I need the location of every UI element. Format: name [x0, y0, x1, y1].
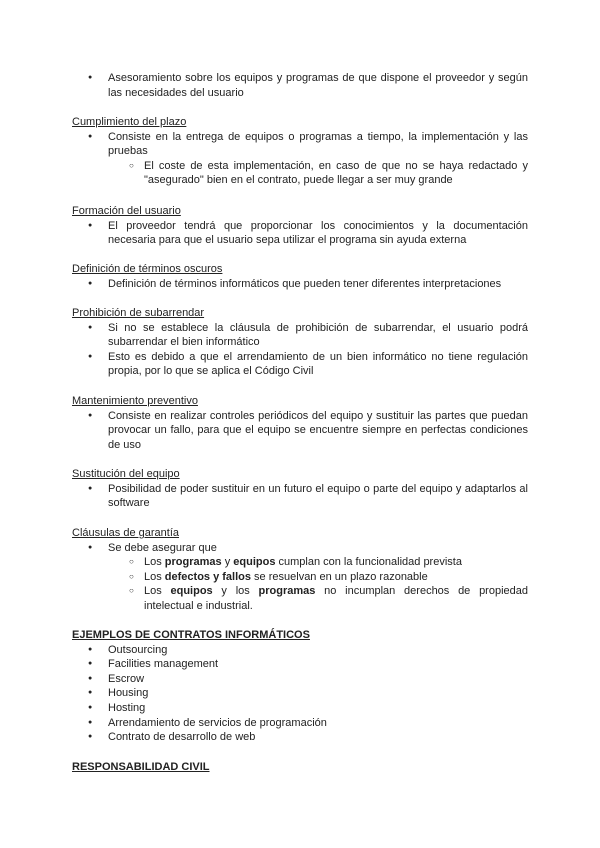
- bold-text: programas: [164, 556, 222, 569]
- bold-text: defectos y fallos: [164, 570, 251, 583]
- sub-list-item: [72, 584, 528, 613]
- section-heading: Sustitución del equipo: [72, 468, 180, 480]
- section-heading: EJEMPLOS DE CONTRATOS INFORMÁTICOS: [72, 629, 310, 641]
- list-item: ● Arrendamiento de servicios de programación: [72, 716, 528, 731]
- text: Los: [144, 556, 165, 569]
- list-item: ● Definición de términos informáticos que pueden tener diferentes interpretaciones: [72, 277, 528, 292]
- text: se resuelvan en un plazo razonable: [251, 570, 428, 583]
- sub-list-item: [72, 555, 528, 570]
- intro-list: [72, 71, 528, 100]
- section-heading: Definición de términos oscuros: [72, 263, 223, 275]
- list-item: ● Asesoramiento sobre los equipos y programas de que dispone el proveedor y según las necesidades del usuario: [72, 71, 528, 100]
- section-heading: RESPONSABILIDAD CIVIL: [72, 761, 210, 773]
- section-heading: Cumplimiento del plazo: [72, 116, 187, 128]
- text: cumplan con la funcionalidad prevista: [275, 556, 462, 569]
- section-cumplimiento: [72, 115, 528, 188]
- section-responsabilidad: [72, 760, 528, 775]
- text: Los: [144, 570, 165, 583]
- text: no incumplan derechos de propiedad intelectual e industrial.: [144, 585, 528, 612]
- list-item: ● Consiste en la entrega de equipos o programas a tiempo, la implementación y las pruebas: [72, 130, 528, 159]
- section-formacion: [72, 204, 528, 248]
- section-ejemplos: [72, 628, 528, 745]
- bold-text: equipos: [233, 556, 276, 569]
- list-item: ● Contrato de desarrollo de web: [72, 730, 528, 745]
- text: y los: [212, 585, 259, 598]
- bold-text: programas: [258, 585, 316, 598]
- bold-text: equipos: [170, 585, 213, 598]
- section-heading: Cláusulas de garantía: [72, 527, 180, 539]
- list-item: ● Consiste en realizar controles periódicos del equipo y sustituir las partes que puedan provocar un fallo, para que el equipo se encuentre siempre en perfectas condiciones de uso: [72, 409, 528, 453]
- text: Los: [144, 585, 171, 598]
- list-item: ● El proveedor tendrá que proporcionar los conocimientos y la documentación necesaria para que el usuario sepa utilizar el programa sin ayuda externa: [72, 219, 528, 248]
- list-item: ● Facilities management: [72, 657, 528, 672]
- section-heading: Mantenimiento preventivo: [72, 395, 198, 407]
- section-heading: Formación del usuario: [72, 205, 181, 217]
- text: y: [221, 556, 234, 569]
- section-mantenimiento: [72, 394, 528, 452]
- section-prohibicion: [72, 306, 528, 379]
- list-item: ● Hosting: [72, 701, 528, 716]
- section-heading: Prohibición de subarrendar: [72, 307, 205, 319]
- list-item: ● Si no se establece la cláusula de prohibición de subarrendar, el usuario podrá subarrendar el bien informático: [72, 321, 528, 350]
- section-definicion: [72, 262, 528, 291]
- list-item: ● Se debe asegurar que: [72, 541, 528, 556]
- sub-list-item: ○ El coste de esta implementación, en caso de que no se haya redactado y "asegurado" bien en el contrato, puede llegar a ser muy grande: [72, 159, 528, 188]
- list-item: ● Posibilidad de poder sustituir en un futuro el equipo o parte del equipo y adaptarlos al software: [72, 482, 528, 511]
- list-item: ● Outsourcing: [72, 643, 528, 658]
- list-item: ● Esto es debido a que el arrendamiento de un bien informático no tiene regulación propia, por lo que se aplica el Código Civil: [72, 350, 528, 379]
- sub-list-item: [72, 570, 528, 585]
- section-garantia: [72, 526, 528, 614]
- list-item: ● Escrow: [72, 672, 528, 687]
- list-item: ● Housing: [72, 686, 528, 701]
- section-sustitucion: [72, 467, 528, 511]
